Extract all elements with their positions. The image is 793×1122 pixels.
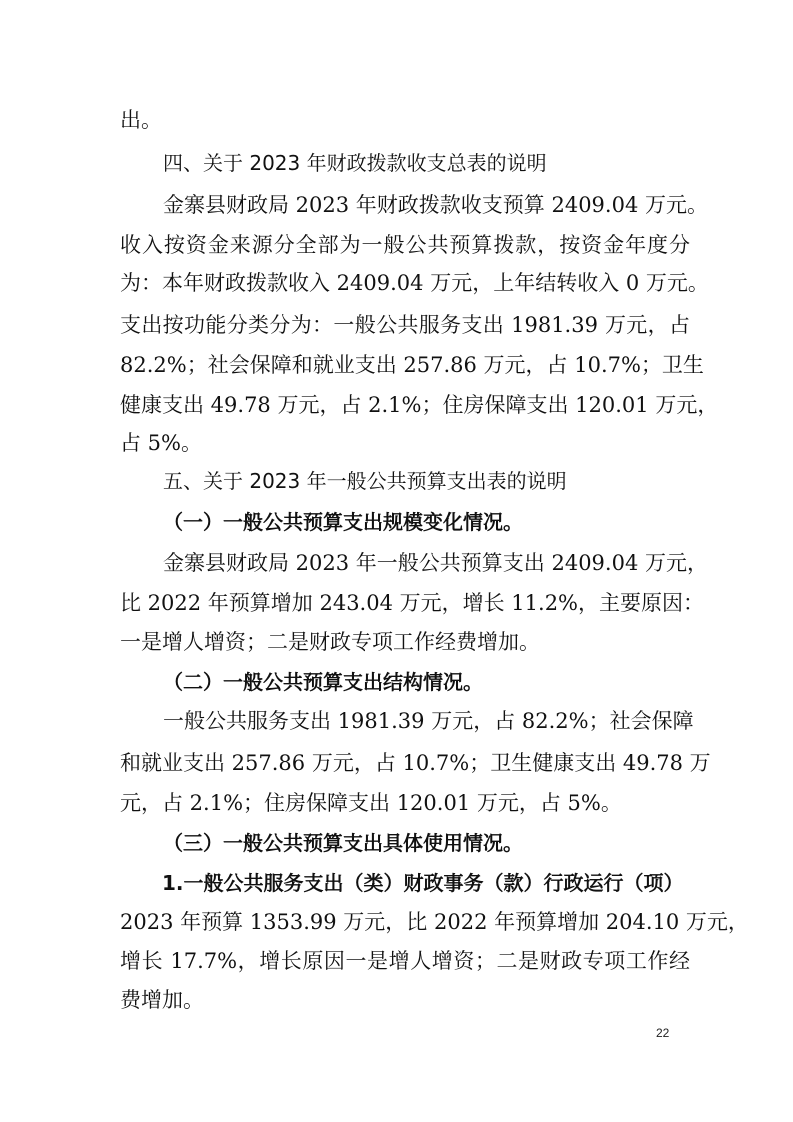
- paragraph-line: 金寨县财政局 2023 年财政拨款收支预算 2409.04 万元。: [163, 193, 708, 217]
- paragraph-line: 支出按功能分类分为：一般公共服务支出 1981.39 万元，占: [120, 313, 690, 337]
- paragraph-line: 元，占 2.1%；住房保障支出 120.01 万元，占 5%。: [120, 791, 622, 815]
- paragraph-line: 金寨县财政局 2023 年一般公共预算支出 2409.04 万元，: [163, 551, 708, 575]
- paragraph-line: 82.2%；社会保障和就业支出 257.86 万元，占 10.7%；卫生: [120, 353, 704, 377]
- paragraph-line: 占 5%。: [120, 431, 202, 455]
- paragraph-line: 收入按资金来源分全部为一般公共预算拨款，按资金年度分: [120, 233, 690, 257]
- subsection-heading-2: （二）一般公共预算支出结构情况。: [163, 670, 483, 694]
- paragraph-line: 健康支出 49.78 万元，占 2.1%；住房保障支出 120.01 万元，: [120, 393, 719, 417]
- section-heading-4: 四、关于 2023 年财政拨款收支总表的说明: [163, 151, 547, 175]
- section-heading-5: 五、关于 2023 年一般公共预算支出表的说明: [163, 469, 567, 493]
- paragraph-line: 2023 年预算 1353.99 万元，比 2022 年预算增加 204.10 万元，: [120, 910, 749, 934]
- paragraph-line: 一是增人增资；二是财政专项工作经费增加。: [120, 630, 540, 654]
- paragraph-line: 费增加。: [120, 988, 204, 1012]
- subsection-heading-3: （三）一般公共预算支出具体使用情况。: [163, 831, 523, 855]
- text-line-continuation: 出。: [120, 108, 162, 132]
- paragraph-line: 为：本年财政拨款收入 2409.04 万元，上年结转收入 0 万元。: [120, 271, 709, 295]
- subsection-heading-1: （一）一般公共预算支出规模变化情况。: [163, 510, 523, 534]
- paragraph-line: 和就业支出 257.86 万元，占 10.7%；卫生健康支出 49.78 万: [120, 751, 711, 775]
- paragraph-line: 一般公共服务支出 1981.39 万元，占 82.2%；社会保障: [163, 709, 694, 733]
- item-heading-1: 1.一般公共服务支出（类）财政事务（款）行政运行（项）: [162, 871, 684, 895]
- page-number: 22: [656, 1026, 670, 1040]
- paragraph-line: 比 2022 年预算增加 243.04 万元，增长 11.2%，主要原因：: [120, 591, 705, 615]
- paragraph-line: 增长 17.7%，增长原因一是增人增资；二是财政专项工作经: [120, 949, 690, 973]
